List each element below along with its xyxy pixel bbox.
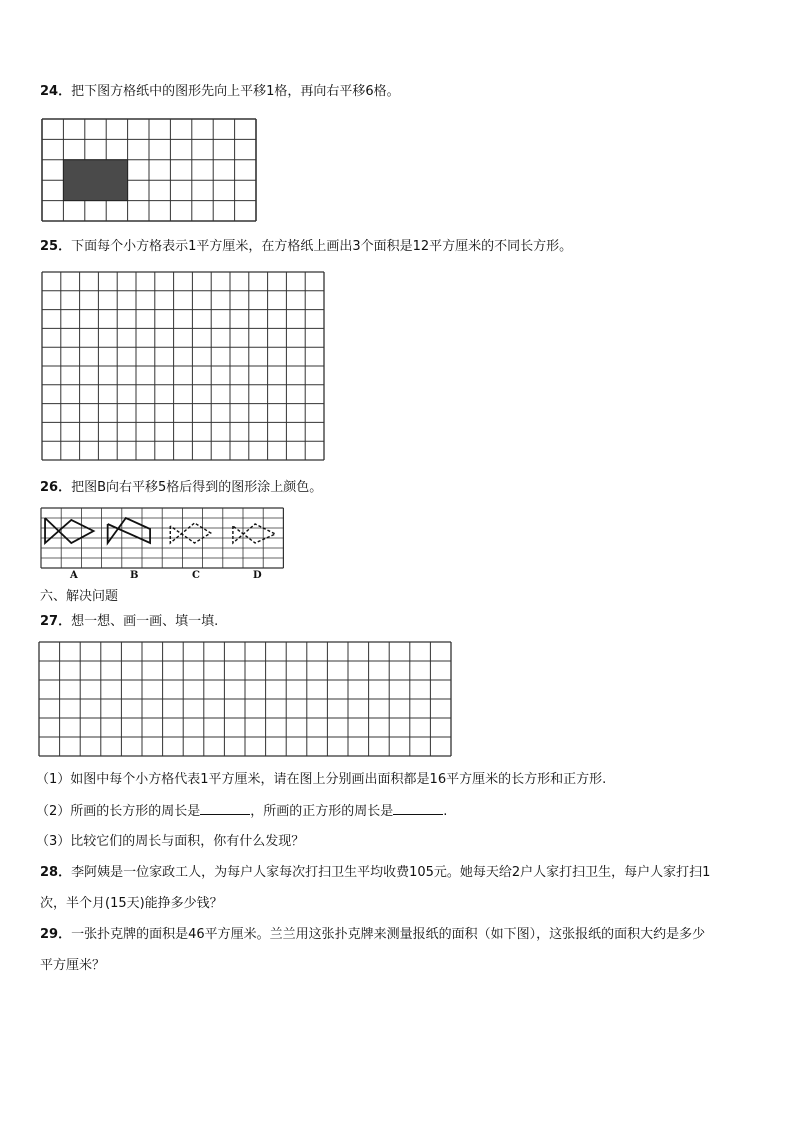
q28-number: 28． — [40, 865, 72, 880]
q28-line1 — [40, 864, 710, 882]
q27-sub2 — [36, 802, 447, 821]
q26-text — [40, 479, 322, 497]
q27-number: 27． — [40, 614, 72, 629]
q26-figure-labels — [40, 570, 285, 584]
q25-text — [40, 238, 572, 256]
shaded-rectangle — [63, 160, 127, 201]
grid-lines — [40, 507, 284, 569]
q28-prompt-line1: 李阿姨是一位家政工人，为每户人家每次打扫卫生平均收费105元。她每天给2户人家打扫卫生，每户人家打扫1 — [71, 865, 711, 880]
q29-line2: 平方厘米？ — [40, 958, 106, 973]
q26-grid — [40, 507, 284, 569]
figure-d — [233, 524, 275, 543]
figure-c — [170, 523, 210, 543]
q26-prompt: 把图B向右平移5格后得到的图形涂上颜色。 — [71, 480, 323, 495]
q27-square-perimeter-blank[interactable] — [393, 802, 443, 815]
q25-grid — [41, 271, 325, 461]
grid-lines — [38, 641, 452, 757]
q26-label-c: C — [192, 570, 200, 581]
q24-text — [40, 83, 400, 101]
q27-sub1: （1）如图中每个小方格代表1平方厘米，请在图上分别画出面积都是16平方厘米的长方形和正方形. — [36, 772, 607, 787]
figure-b — [108, 518, 150, 543]
grid-lines — [41, 118, 257, 222]
section-title: 六、解决问题 — [40, 589, 119, 604]
q27-sub2-part-a: （2）所画的长方形的周长是 — [36, 804, 201, 819]
q27-prompt: 想一想、画一画、填一填. — [71, 614, 219, 629]
q24-prompt: 把下图方格纸中的图形先向上平移1格，再向右平移6格。 — [71, 84, 400, 99]
q27-sub3: （3）比较它们的周长与面积，你有什么发现？ — [36, 834, 305, 849]
q27-text — [40, 613, 218, 631]
grid-lines — [41, 271, 325, 461]
q24-number: 24． — [40, 84, 72, 99]
q29-line1 — [40, 926, 705, 944]
q27-rectangle-perimeter-blank[interactable] — [200, 802, 250, 815]
q29-number: 29． — [40, 927, 72, 942]
q26-label-d: D — [253, 570, 262, 581]
q27-sub2-part-c: . — [443, 804, 448, 819]
q24-grid — [41, 118, 257, 222]
q26-label-a: A — [70, 570, 78, 581]
q25-number: 25． — [40, 239, 72, 254]
q26-label-b: B — [130, 570, 139, 581]
figure-a — [45, 518, 93, 543]
q26-number: 26． — [40, 480, 72, 495]
q27-grid — [38, 641, 452, 757]
q27-sub2-part-b: ，所画的正方形的周长是 — [250, 804, 394, 819]
q29-prompt-line1: 一张扑克牌的面积是46平方厘米。兰兰用这张扑克牌来测量报纸的面积（如下图），这张报纸的面积大约是多少 — [71, 927, 706, 942]
q25-prompt: 下面每个小方格表示1平方厘米，在方格纸上画出3个面积是12平方厘米的不同长方形。 — [71, 239, 573, 254]
q28-line2: 次，半个月(15天)能挣多少钱？ — [40, 896, 223, 911]
